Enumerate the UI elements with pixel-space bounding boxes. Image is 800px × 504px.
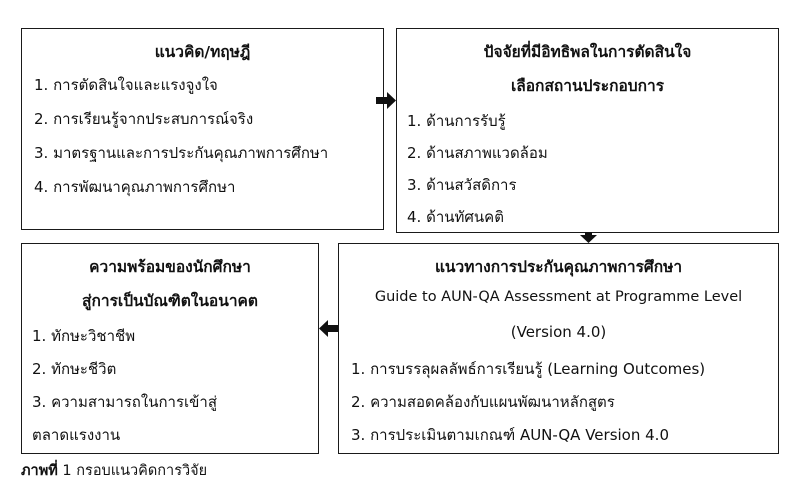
readiness-item: 3. ความสามารถในการเข้าสู่	[32, 393, 217, 411]
factors-item: 2. ด้านสภาพแวดล้อม	[407, 144, 548, 162]
readiness-title-line2: สู่การเป็นบัณฑิตในอนาคต	[82, 292, 258, 310]
theory-item: 3. มาตรฐานและการประกันคุณภาพการศึกษา	[34, 144, 329, 162]
qa-subtitle-line2: (Version 4.0)	[510, 323, 607, 341]
qa-subtitle-line1: Guide to AUN-QA Assessment at Programme Level	[374, 289, 743, 305]
theory-item: 4. การพัฒนาคุณภาพการศึกษา	[34, 178, 236, 196]
factors-item: 1. ด้านการรับรู้	[407, 112, 506, 130]
theory-title: แนวคิด/ทฤษฎี	[154, 43, 251, 61]
readiness-item: 2. ทักษะชีวิต	[32, 360, 117, 378]
readiness-item: 1. ทักษะวิชาชีพ	[32, 327, 136, 345]
arrow-theory-to-factors	[376, 92, 396, 109]
qa-title: แนวทางการประกันคุณภาพการศึกษา	[434, 258, 683, 276]
readiness-item: ตลาดแรงงาน	[32, 426, 121, 444]
caption-text: 1 กรอบแนวคิดการวิจัย	[57, 463, 208, 479]
theory-item: 1. การตัดสินใจและแรงจูงใจ	[34, 76, 218, 94]
factors-title-line1: ปัจจัยที่มีอิทธิพลในการตัดสินใจ	[483, 43, 692, 61]
caption-label: ภาพที่	[21, 463, 58, 479]
figure-caption	[21, 459, 207, 482]
qa-item: 3. การประเมินตามเกณฑ์ AUN-QA Version 4.0	[351, 426, 669, 444]
readiness-title-line1: ความพร้อมของนักศึกษา	[89, 258, 251, 276]
qa-item: 1. การบรรลุผลลัพธ์การเรียนรู้ (Learning Outcomes)	[351, 360, 706, 378]
arrow-qa-to-readiness	[319, 320, 338, 337]
factors-item: 4. ด้านทัศนคติ	[407, 208, 504, 226]
arrow-factors-to-qa	[580, 232, 597, 243]
qa-item: 2. ความสอดคล้องกับแผนพัฒนาหลักสูตร	[351, 393, 615, 411]
factors-title-line2: เลือกสถานประกอบการ	[510, 77, 665, 95]
theory-item: 2. การเรียนรู้จากประสบการณ์จริง	[34, 110, 254, 128]
factors-item: 3. ด้านสวัสดิการ	[407, 176, 517, 194]
